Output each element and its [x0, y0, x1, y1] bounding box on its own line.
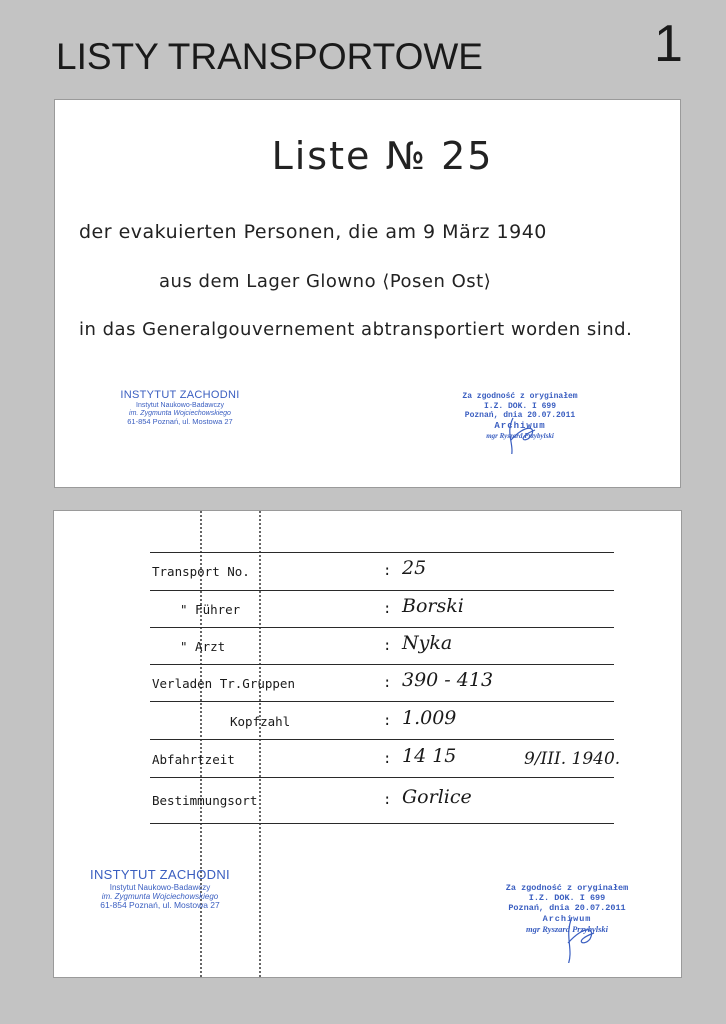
field-value-kopfzahl: 1.009 — [402, 707, 457, 729]
field-value-transport-no: 25 — [402, 557, 427, 579]
form-rule — [150, 590, 614, 591]
signature-scribble — [492, 913, 642, 963]
field-value-abfahrt-date: 9/III. 1940. — [524, 749, 621, 769]
cert-stamp-line-5: mgr Ryszard Przybylski — [486, 431, 554, 440]
form-rule — [150, 739, 614, 740]
cert-stamp-line-3: Poznań, dnia 20.07.2011 — [464, 411, 576, 421]
institute-stamp-address: 61-854 Poznań, ul. Mostowa 27 — [100, 900, 220, 911]
page-title: LISTY TRANSPORTOWE — [56, 36, 483, 77]
institute-stamp-address: 61-854 Poznań, ul. Mostowa 27 — [127, 416, 233, 426]
list-text-line-1: der evakuierten Personen, die am 9 März 1940 — [79, 221, 547, 243]
field-label-fuehrer: " Führer — [180, 602, 241, 617]
institute-stamp-name: INSTYTUT ZACHODNI — [90, 867, 230, 882]
field-value-abfahrtzeit: 14 15 — [402, 745, 457, 767]
cert-stamp-line-3: Poznań, dnia 20.07.2011 — [508, 903, 626, 914]
signature-scribble — [445, 414, 595, 454]
institute-stamp-patron: im. Zygmunta Wojciechowskiego — [101, 892, 219, 902]
field-value-bestimmungsort: Gorlice — [402, 786, 472, 808]
field-value-fuehrer: Borski — [402, 595, 464, 617]
field-label-bestimmungsort: Bestimmungsort — [152, 793, 258, 808]
institute-stamp — [86, 868, 234, 911]
cert-stamp-line-2: I.Z. DOK. I 699 — [483, 401, 556, 411]
institute-stamp-name: INSTYTUT ZACHODNI — [120, 389, 240, 401]
form-rule — [150, 701, 614, 702]
form-rule — [150, 823, 614, 824]
cert-stamp-line-1: Za zgodność z oryginałem — [505, 883, 629, 893]
document-list-header — [54, 99, 681, 488]
cert-stamp-line-4: Archiwum — [494, 420, 546, 431]
list-heading: Liste № 25 — [271, 134, 494, 178]
field-label-arzt: " Arzt — [180, 639, 226, 654]
form-rule — [150, 664, 614, 665]
form-rule — [150, 627, 614, 628]
certification-stamp — [445, 392, 595, 440]
field-label-transport-no: Transport No. — [152, 564, 250, 579]
cert-stamp-line-2: I.Z. DOK. I 699 — [528, 893, 606, 904]
cert-stamp-line-1: Za zgodność z oryginałem — [462, 392, 578, 401]
institute-stamp — [115, 389, 245, 426]
institute-stamp-patron: im. Zygmunta Wojciechowskiego — [129, 409, 231, 417]
field-label-kopfzahl: Kopfzahl — [230, 714, 291, 729]
institute-stamp-sub: Instytut Naukowo-Badawczy — [109, 882, 211, 892]
field-value-arzt: Nyka — [402, 632, 453, 654]
cert-stamp-line-5: mgr Ryszard Przybylski — [525, 923, 609, 934]
punch-dots-right — [259, 511, 261, 977]
certification-stamp — [492, 883, 642, 934]
field-label-abfahrtzeit: Abfahrtzeit — [152, 752, 235, 767]
list-text-line-2: aus dem Lager Glowno ⟨Posen Ost⟩ — [159, 271, 492, 292]
document-transport-form: Transport No. : 25 " Führer : Borski " Arzt : Nyka Verladen Tr.Gruppen : 390 - 413 Kopfzahl : 1.009 Abfahrtzeit : 14 15 9/III. 1940. Bestimmungsort : Gorlice INSTYTUT ZACHODNI Instytut Naukowo-Badawczy im. Zygmunta Wojciechowskiego 61-854 Poznań, ul. Mostowa 27 Za zgodność z oryginałem I.Z. DOK. I 699 Poznań, dnia 20.07.2011 Archiwum mgr Ryszard Przybylski — [53, 510, 682, 978]
field-value-tr-gruppen: 390 - 413 — [402, 669, 494, 691]
field-label-tr-gruppen: Verladen Tr.Gruppen — [152, 676, 295, 691]
cert-stamp-line-4: Archiwum — [542, 913, 592, 924]
institute-stamp-sub: Instytut Naukowo-Badawczy — [136, 401, 224, 409]
page-number: 1 — [654, 15, 683, 73]
form-rule — [150, 777, 614, 778]
form-rule — [150, 552, 614, 553]
list-text-line-3: in das Generalgouvernement abtransportiert worden sind. — [79, 319, 633, 340]
